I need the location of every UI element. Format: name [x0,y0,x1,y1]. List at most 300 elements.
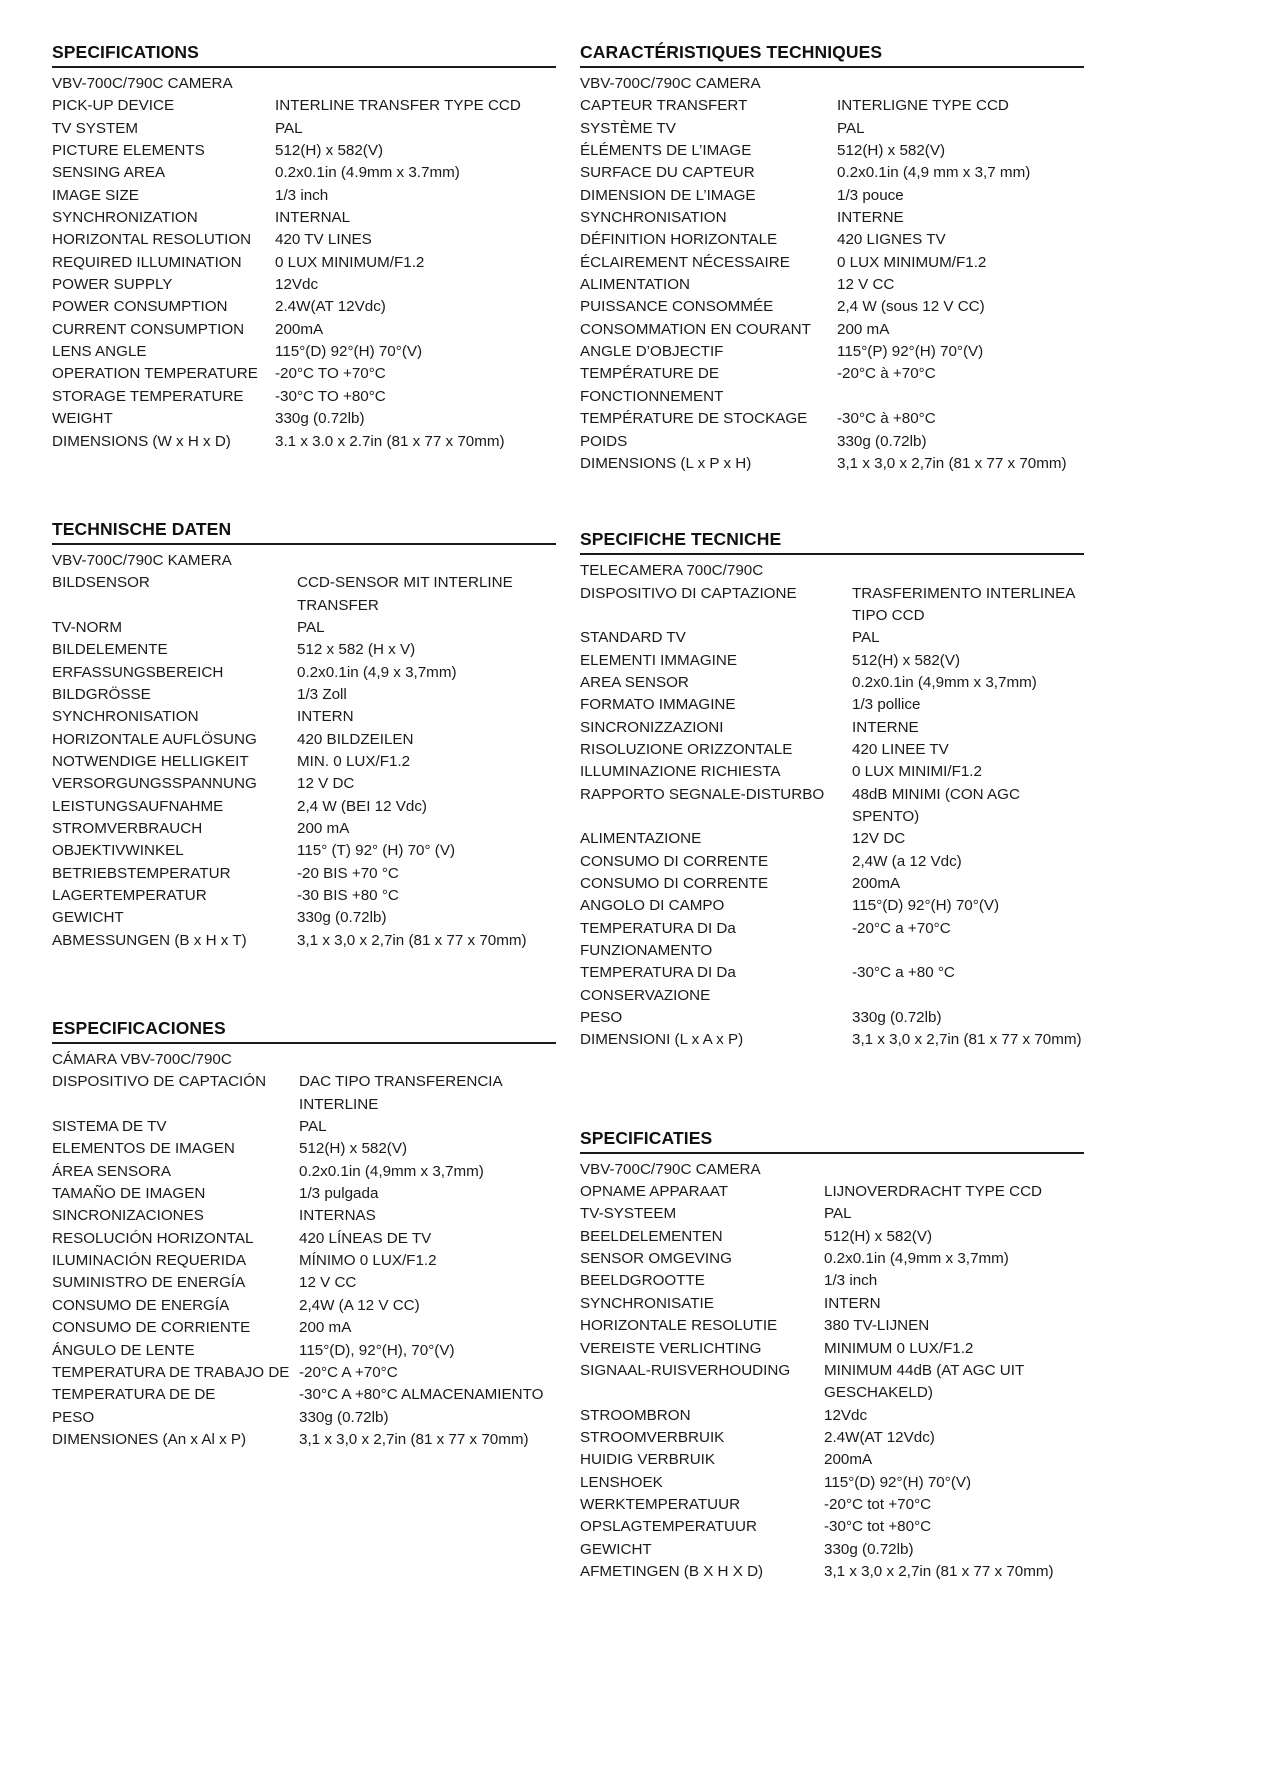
spec-value: 330g (0.72lb) [275,410,365,428]
spec-label: CONSOMMATION EN COURANT [580,320,811,338]
spec-row [580,784,1084,829]
spec-label: CONSUMO DE CORRIENTE [52,1319,251,1337]
spec-value: 3,1 x 3,0 x 2,7in (81 x 77 x 70mm) [299,1430,529,1448]
spec-row [52,341,556,363]
section-caracteristiques-techniques [580,42,1084,475]
spec-value: 3.1 x 3.0 x 2.7in (81 x 77 x 70mm) [275,432,505,450]
section-title-technische-daten: TECHNISCHE DATEN [52,518,232,539]
section-specifiche-tecniche [580,529,1084,1052]
spec-value: 0.2x0.1in (4,9 mm x 3,7 mm) [837,164,1031,182]
model-name-specifications: VBV-700C/790C CAMERA [52,75,233,92]
spec-row [52,1317,556,1339]
spec-value: 12Vdc [824,1406,868,1424]
spec-value: 2,4W (A 12 V CC) [299,1296,420,1314]
spec-label: ÁNGULO DE LENTE [52,1341,195,1359]
spec-value: 2,4W (a 12 Vdc) [852,852,962,870]
spec-row [580,717,1084,739]
spec-label: SYSTÈME TV [580,119,676,137]
spec-label: SENSING AREA [52,164,166,182]
spec-row [580,1315,1084,1337]
spec-row [52,1228,556,1250]
spec-value: 1/3 inch [824,1272,878,1290]
spec-row [52,773,556,795]
spec-row [580,341,1084,363]
spec-row [52,1340,556,1362]
spec-label: POWER SUPPLY [52,276,173,294]
spec-row [580,207,1084,229]
spacer [580,1052,1084,1128]
spacer [52,952,556,1018]
spec-row [52,274,556,296]
spec-label: ERFASSUNGSBEREICH [52,663,224,681]
spec-value: -20°C a +70°C [852,919,951,937]
spec-label: IMAGE SIZE [52,186,139,204]
spec-value: 0.2x0.1in (4,9mm x 3,7mm) [824,1250,1009,1268]
spec-label: STORAGE TEMPERATURE [52,387,244,405]
spec-label: HORIZONTAL RESOLUTION [52,231,252,249]
spec-value: 12 V CC [837,276,895,294]
spec-value: 0.2x0.1in (4,9mm x 3,7mm) [299,1162,484,1180]
spec-label: OBJEKTIVWINKEL [52,842,184,860]
spec-label: ALIMENTAZIONE [580,830,702,848]
spec-row [52,1205,556,1227]
spec-value: 115°(D), 92°(H), 70°(V) [299,1341,455,1359]
section-divider [52,1042,556,1044]
spec-value: 200mA [275,320,324,338]
spec-row [52,1161,556,1183]
spec-value: INTERNE [852,718,919,736]
spec-value: MINIMUM 44dB (AT AGC UIT GESCHAKELD) [824,1361,1025,1402]
spec-row [52,1272,556,1294]
spec-label: WERKTEMPERATUUR [580,1495,741,1513]
spec-value: 3,1 x 3,0 x 2,7in (81 x 77 x 70mm) [837,454,1067,472]
spec-label: ÉLÉMENTS DE L’IMAGE [580,142,752,160]
spec-label: PICTURE ELEMENTS [52,142,205,160]
spec-row [580,408,1084,430]
spec-label: DIMENSIONS (L x P x H) [580,454,752,472]
spec-label: HORIZONTALE RESOLUTIE [580,1317,778,1335]
spacer [580,475,1084,529]
left-column [52,42,556,1583]
spec-label: CONSUMO DE ENERGÍA [52,1296,230,1314]
spec-label: VERSORGUNGSSPANNUNG [52,775,257,793]
spec-row [52,1116,556,1138]
spec-row [52,818,556,840]
model-name-technische-daten: VBV-700C/790C KAMERA [52,551,232,569]
section-title-especificaciones: ESPECIFICACIONES [52,1018,226,1039]
spec-value: INTERNE [837,209,904,227]
spec-value: 380 TV-LIJNEN [824,1317,930,1335]
spec-row [580,431,1084,453]
spec-label: SYNCHRONISATIE [580,1294,714,1312]
spec-row [580,739,1084,761]
spec-value: -30°C A +80°C ALMACENAMIENTO [299,1386,544,1404]
spec-label: TV-NORM [52,618,123,636]
spec-label: BEELDELEMENTEN [580,1227,723,1245]
spec-label: DÉFINITION HORIZONTALE [580,231,778,249]
spec-row [580,1516,1084,1538]
spec-label: TEMPÉRATURE DE STOCKAGE [580,410,808,428]
spec-value: 0 LUX MINIMI/F1.2 [852,763,982,781]
spec-value: LIJNOVERDRACHT TYPE CCD [824,1183,1043,1201]
spec-value: -30°C TO +80°C [275,387,386,405]
spec-table-caracteristiques-techniques [580,95,1084,475]
spec-value: 420 LÍNEAS DE TV [299,1229,432,1247]
spec-row [580,627,1084,649]
spec-value: 115°(P) 92°(H) 70°(V) [837,343,984,361]
spec-label: STANDARD TV [580,629,686,647]
spec-row [580,1405,1084,1427]
spec-row [52,118,556,140]
spec-value: MÍNIMO 0 LUX/F1.2 [299,1252,437,1270]
spec-row [580,583,1084,628]
spec-value: 2,4 W (sous 12 V CC) [837,298,985,316]
spec-label: PUISSANCE CONSOMMÉE [580,298,774,316]
spec-value: -20°C à +70°C [837,365,936,383]
spec-value: 0 LUX MINIMUM/F1.2 [837,253,987,271]
spec-value: DAC TIPO TRANSFERENCIA INTERLINE [299,1073,502,1113]
spec-value: 115° (T) 92° (H) 70° (V) [297,842,456,860]
spec-label: AREA SENSOR [580,673,689,691]
spec-value: 1/3 pulgada [299,1185,379,1203]
spec-label: POIDS [580,432,628,450]
spec-row [580,118,1084,140]
spec-label: LEISTUNGSAUFNAHME [52,797,224,815]
spec-label: SIGNAAL-RUISVERHOUDING [580,1361,791,1379]
spec-label: TEMPERATURA DE TRABAJO DE [52,1363,290,1381]
spec-row [580,1539,1084,1561]
spec-value: INTERLIGNE TYPE CCD [837,97,1009,115]
spec-value: 0.2x0.1in (4,9 x 3,7mm) [297,663,457,681]
spec-label: SURFACE DU CAPTEUR [580,164,755,182]
spec-row [580,95,1084,117]
spec-label: FORMATO IMMAGINE [580,696,736,714]
spec-row [52,907,556,929]
spec-row [52,662,556,684]
spec-value: 0 LUX MINIMUM/F1.2 [275,253,425,271]
model-name-especificaciones: CÁMARA VBV-700C/790C [52,1051,232,1069]
spec-value: 0.2x0.1in (4.9mm x 3.7mm) [275,164,460,182]
spec-row [580,1449,1084,1471]
spec-row [580,918,1084,963]
spec-label: TEMPÉRATURE DE FONCTIONNEMENT [580,365,724,405]
spec-label: PESO [580,1009,623,1027]
spec-sheet-page [52,42,1084,1583]
spec-label: SINCRONIZACIONES [52,1207,204,1225]
spec-label: BILDSENSOR [52,574,150,592]
spec-value: PAL [852,629,880,647]
spec-table-specifications [52,95,556,453]
spec-label: SUMINISTRO DE ENERGÍA [52,1274,246,1292]
spec-row [52,1295,556,1317]
spec-value: -30°C a +80 °C [852,964,955,982]
spec-value: PAL [297,618,325,636]
spec-value: 48dB MINIMI (CON AGC SPENTO) [852,785,1020,825]
spec-row [52,363,556,385]
spec-row [52,185,556,207]
spec-value: 12 V CC [299,1274,357,1292]
section-specificaties [580,1128,1084,1584]
spec-label: VEREISTE VERLICHTING [580,1339,762,1357]
spec-value: 420 LIGNES TV [837,231,946,249]
section-title-specifiche-tecniche: SPECIFICHE TECNICHE [580,529,782,550]
spec-label: NOTWENDIGE HELLIGKEIT [52,752,249,770]
spec-row [52,162,556,184]
spec-value: 330g (0.72lb) [837,432,927,450]
spec-value: 115°(D) 92°(H) 70°(V) [852,897,1000,915]
spec-label: TV SYSTEM [52,119,139,137]
spec-label: CONSUMO DI CORRENTE [580,875,769,892]
spec-label: PICK-UP DEVICE [52,97,175,115]
spec-value: 115°(D) 92°(H) 70°(V) [275,343,423,361]
spec-label: SINCRONIZZAZIONI [580,718,724,736]
spec-label: ALIMENTATION [580,276,690,294]
section-specifications [52,42,556,453]
spec-row [52,572,556,617]
spec-label: ABMESSUNGEN (B x H x T) [52,931,247,949]
spec-value: 0.2x0.1in (4,9mm x 3,7mm) [852,673,1037,691]
spec-label: TEMPERATURA DI Da FUNZIONAMENTO [580,919,736,960]
spec-row [52,885,556,907]
spec-value: 2,4 W (BEI 12 Vdc) [297,797,427,815]
spec-label: ELEMENTI IMMAGINE [580,651,737,669]
spec-row [580,1181,1084,1203]
spec-label: ANGLE D’OBJECTIF [580,343,724,361]
model-name-specificaties: VBV-700C/790C CAMERA [580,1160,761,1178]
spec-label: BILDGRÖSSE [52,685,151,703]
spec-value: 200mA [852,875,901,892]
spec-row [580,1293,1084,1315]
spec-label: ILUMINACIÓN REQUERIDA [52,1252,247,1270]
spec-row [580,851,1084,873]
spec-label: CONSUMO DI CORRENTE [580,852,769,870]
spec-table-specifiche-tecniche [580,583,1084,1052]
spec-value: 512(H) x 582(V) [837,142,946,160]
spec-label: ILLUMINAZIONE RICHIESTA [580,763,781,781]
spec-row [52,751,556,773]
spec-label: DIMENSIONS (W x H x D) [52,432,231,450]
spec-row [580,1203,1084,1225]
spec-label: CURRENT CONSUMPTION [52,320,245,338]
model-name-caracteristiques-techniques: VBV-700C/790C CAMERA [580,75,761,92]
spec-value: 330g (0.72lb) [299,1408,389,1426]
section-divider [580,66,1084,68]
right-column [580,42,1084,1583]
spec-row [580,1561,1084,1583]
spec-value: INTERLINE TRANSFER TYPE CCD [275,97,521,115]
spec-row [52,207,556,229]
spec-row [52,386,556,408]
spec-row [580,1226,1084,1248]
spec-label: CAPTEUR TRANSFERT [580,97,748,115]
spec-row [52,863,556,885]
spec-label: RESOLUCIÓN HORIZONTAL [52,1229,254,1247]
spec-label: SYNCHRONISATION [580,209,727,227]
spec-table-technische-daten [52,572,556,952]
spec-value: 3,1 x 3,0 x 2,7in (81 x 77 x 70mm) [297,931,527,949]
spec-label: LAGERTEMPERATUR [52,887,207,904]
spec-label: TAMAÑO DE IMAGEN [52,1185,206,1203]
section-title-specifications: SPECIFICATIONS [52,42,199,62]
spec-value: MIN. 0 LUX/F1.2 [297,752,411,770]
spec-row [580,185,1084,207]
spec-row [580,650,1084,672]
spec-label: DIMENSION DE L’IMAGE [580,186,756,204]
spec-row [52,140,556,162]
spec-value: 1/3 pollice [852,696,921,714]
spec-value: INTERN [824,1294,881,1312]
spec-row [52,229,556,251]
spec-row [580,873,1084,895]
spec-value: PAL [299,1118,327,1136]
spec-row [52,639,556,661]
spec-row [52,706,556,728]
spec-label: PESO [52,1408,95,1426]
spec-value: 1/3 pouce [837,186,904,204]
spec-label: SYNCHRONISATION [52,708,199,726]
spec-row [580,895,1084,917]
spec-row [52,840,556,862]
spec-row [580,229,1084,251]
spec-table-especificaciones [52,1071,556,1451]
spec-value: 1/3 Zoll [297,685,347,703]
spec-label: SENSOR OMGEVING [580,1250,732,1268]
spec-value: 512(H) x 582(V) [275,142,384,160]
spec-value: 200 mA [837,320,890,338]
spec-row [580,1007,1084,1029]
spec-label: OPNAME APPARAAT [580,1183,728,1201]
spec-row [580,694,1084,716]
spec-value: 115°(D) 92°(H) 70°(V) [824,1473,972,1491]
spec-value: 420 TV LINES [275,231,372,249]
spec-value: -20°C A +70°C [299,1363,398,1381]
spec-label: ÁREA SENSORA [52,1162,172,1180]
section-divider [580,1152,1084,1154]
spec-row [580,363,1084,408]
spec-value: -20 BIS +70 °C [297,864,399,882]
spec-value: PAL [275,119,303,137]
spec-label: LENSHOEK [580,1473,663,1491]
spec-label: OPSLAGTEMPERATUUR [580,1518,757,1536]
spec-value: -20°C TO +70°C [275,365,386,383]
spec-label: WEIGHT [52,410,113,428]
section-divider [580,553,1084,555]
section-especificaciones [52,1018,556,1451]
spec-label: HUIDIG VERBRUIK [580,1451,716,1469]
spec-value: INTERN [297,708,354,726]
spec-row [52,1429,556,1451]
spec-value: 512 x 582 (H x V) [297,641,416,659]
spec-value: -20°C tot +70°C [824,1495,932,1513]
spec-label: SISTEMA DE TV [52,1118,167,1136]
spec-row [52,617,556,639]
spec-value: 330g (0.72lb) [824,1540,914,1558]
spec-value: 330g (0.72lb) [297,909,387,927]
spec-value: INTERNAS [299,1207,376,1225]
spec-value: 512(H) x 582(V) [824,1227,933,1245]
spec-value: PAL [824,1205,852,1223]
spec-value: PAL [837,119,865,137]
spec-row [580,252,1084,274]
spec-row [580,1338,1084,1360]
section-divider [52,543,556,545]
spec-row [580,1360,1084,1405]
spec-row [580,1472,1084,1494]
spec-row [52,1384,556,1406]
spec-value: 512(H) x 582(V) [299,1140,408,1158]
spec-value: 3,1 x 3,0 x 2,7in (81 x 77 x 70mm) [852,1031,1082,1049]
spec-label: ÉCLAIREMENT NÉCESSAIRE [580,253,790,271]
spec-row [52,296,556,318]
spec-row [580,453,1084,475]
spec-label: LENS ANGLE [52,343,147,361]
spec-label: ELEMENTOS DE IMAGEN [52,1140,235,1158]
spec-value: 2.4W(AT 12Vdc) [275,298,386,316]
spacer [52,453,556,519]
spec-row [580,1029,1084,1051]
spec-value: CCD-SENSOR MIT INTERLINE TRANSFER [297,574,513,614]
spec-row [52,408,556,430]
spec-value: 12 V DC [297,775,355,793]
spec-row [580,962,1084,1007]
spec-row [580,319,1084,341]
spec-row [580,296,1084,318]
spec-row [580,274,1084,296]
spec-row [580,162,1084,184]
spec-row [580,672,1084,694]
spec-row [580,1494,1084,1516]
spec-value: INTERNAL [275,209,351,227]
model-name-specifiche-tecniche: TELECAMERA 700C/790C [580,562,764,580]
spec-row [580,828,1084,850]
spec-row [580,761,1084,783]
spec-label: RAPPORTO SEGNALE-DISTURBO [580,785,825,803]
spec-label: REQUIRED ILLUMINATION [52,253,242,271]
section-title-caracteristiques-techniques: CARACTÉRISTIQUES TECHNIQUES [580,42,883,62]
spec-row [52,1071,556,1116]
spec-label: DISPOSITIVO DI CAPTAZIONE [580,584,797,602]
spec-label: AFMETINGEN (B X H X D) [580,1562,764,1580]
spec-label: BEELDGROOTTE [580,1272,705,1290]
spec-table-specificaties [580,1181,1084,1583]
spec-value: TRASFERIMENTO INTERLINEA TIPO CCD [852,584,1075,624]
spec-label: POWER CONSUMPTION [52,298,228,316]
spec-label: STROOMBRON [580,1406,691,1424]
spec-label: GEWICHT [52,909,124,927]
spec-value: -30 BIS +80 °C [297,887,399,904]
spec-label: TV-SYSTEEM [580,1205,677,1223]
spec-label: ANGOLO DI CAMPO [580,897,725,915]
spec-label: DIMENSIONI (L x A x P) [580,1031,744,1049]
spec-row [52,930,556,952]
spec-row [580,140,1084,162]
spec-label: RISOLUZIONE ORIZZONTALE [580,740,793,758]
spec-value: MINIMUM 0 LUX/F1.2 [824,1339,974,1357]
spec-value: 420 BILDZEILEN [297,730,414,748]
spec-row [580,1248,1084,1270]
spec-label: GEWICHT [580,1540,652,1558]
spec-value: 200 mA [297,819,350,837]
spec-value: 200mA [824,1451,873,1469]
spec-row [52,796,556,818]
spec-label: SYNCHRONIZATION [52,209,198,227]
spec-value: 12V DC [852,830,906,848]
spec-label: BETRIEBSTEMPERATUR [52,864,231,882]
spec-row [52,431,556,453]
spec-value: 3,1 x 3,0 x 2,7in (81 x 77 x 70mm) [824,1562,1054,1580]
spec-row [52,1362,556,1384]
spec-value: 12Vdc [275,276,319,294]
